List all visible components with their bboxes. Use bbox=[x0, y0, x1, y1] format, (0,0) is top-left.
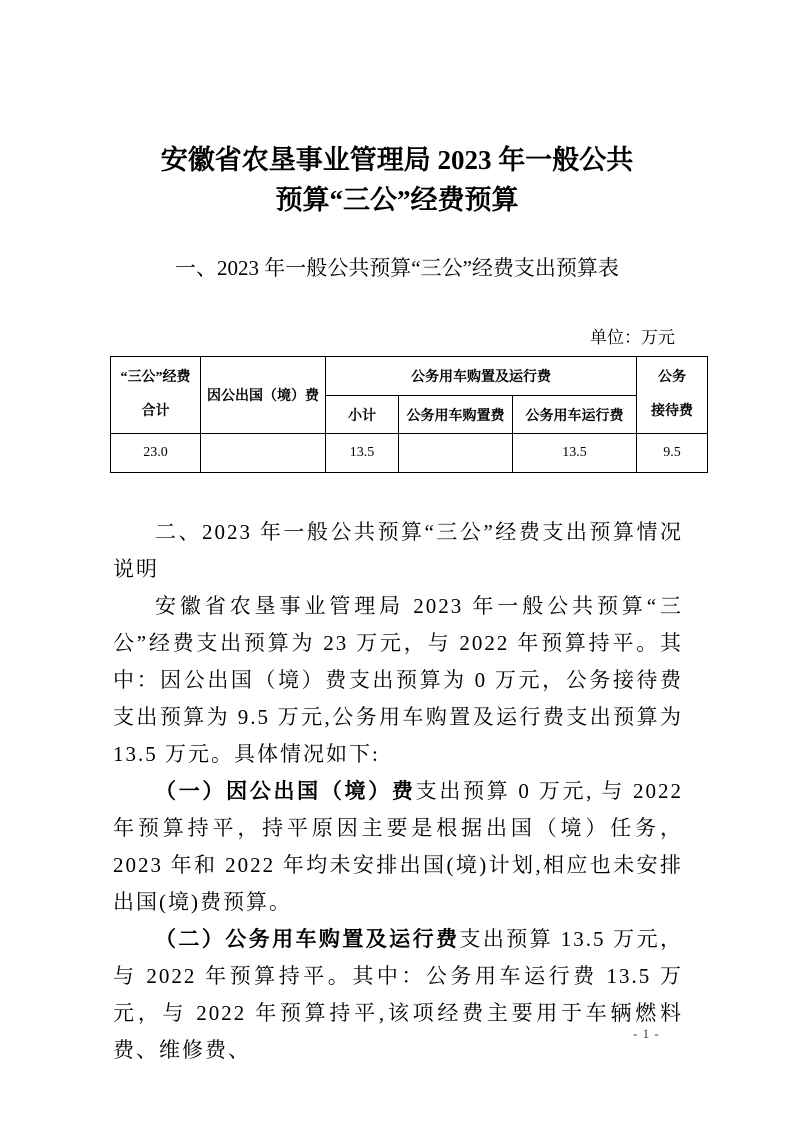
budget-table bbox=[110, 356, 708, 473]
data-cell-total: 23.0 bbox=[111, 434, 201, 473]
table-data-row bbox=[111, 434, 708, 473]
paragraph-intro bbox=[113, 588, 683, 773]
header-cell-vehicle-operation: 公务用车运行费 bbox=[513, 396, 637, 434]
header-cell-sangong-total bbox=[111, 357, 201, 434]
paragraph-item-one-lead: （一）因公出国（境）费 bbox=[155, 779, 416, 803]
document-body bbox=[113, 514, 683, 1069]
data-cell-subtotal: 13.5 bbox=[326, 434, 399, 473]
paragraph-item-two-text: 支出预算 13.5 万元，与 2022 年预算持平。其中：公务用车运行费 13.5 万元，与 2022 年预算持平,该项经费主要用于车辆燃料费、维修费、 bbox=[113, 927, 684, 1062]
header-reception-line1: 公务 bbox=[658, 370, 687, 385]
header-cell-reception bbox=[637, 357, 708, 434]
table-header-row-1 bbox=[111, 357, 708, 396]
header-reception-line2: 接待费 bbox=[651, 404, 694, 419]
paragraph-item-two bbox=[113, 921, 683, 1069]
doc-title-line-1: 安徽省农垦事业管理局 2023 年一般公共 bbox=[160, 145, 634, 175]
section-one-heading: 一、2023 年一般公共预算“三公”经费支出预算表 bbox=[175, 256, 619, 280]
unit-label: 单位：万元 bbox=[590, 328, 675, 347]
header-sangong-line2: 合计 bbox=[141, 404, 170, 419]
paragraph-item-two-lead: （二）公务用车购置及运行费 bbox=[155, 927, 460, 951]
paragraph-item-one bbox=[113, 773, 683, 921]
header-sangong-line1: “三公”经费 bbox=[120, 370, 191, 385]
data-cell-reception: 9.5 bbox=[637, 434, 708, 473]
header-cell-subtotal: 小计 bbox=[326, 396, 399, 434]
section-two-heading: 二、2023 年一般公共预算“三公”经费支出预算情况说明 bbox=[113, 520, 683, 581]
paragraph-intro-text: 安徽省农垦事业管理局 2023 年一般公共预算“三公”经费支出预算为 23 万元，与 2022 年预算持平。其中：因公出国（境）费支出预算为 0 万元，公务接待费支出预算为 9.5 万元,公务用车购置及运行费支出预算为 13.5 万元。具体情况如下: bbox=[113, 594, 683, 766]
header-cell-abroad: 因公出国（境）费 bbox=[201, 357, 326, 434]
paragraph-item-one-text: 支出预算 0 万元, 与 2022 年预算持平，持平原因主要是根据出国（境）任务，2023 年和 2022 年均未安排出国(境)计划,相应也未安排出国(境)费预算。 bbox=[113, 779, 683, 914]
data-cell-vehicle-purchase bbox=[399, 434, 513, 473]
page-number: - 1 - bbox=[633, 1026, 660, 1041]
data-cell-vehicle-operation: 13.5 bbox=[513, 434, 637, 473]
doc-title-line-2: 预算“三公”经费预算 bbox=[275, 185, 519, 215]
header-cell-vehicle-group: 公务用车购置及运行费 bbox=[326, 357, 637, 396]
data-cell-abroad bbox=[201, 434, 326, 473]
header-cell-vehicle-purchase: 公务用车购置费 bbox=[399, 396, 513, 434]
doc-title bbox=[0, 0, 794, 220]
